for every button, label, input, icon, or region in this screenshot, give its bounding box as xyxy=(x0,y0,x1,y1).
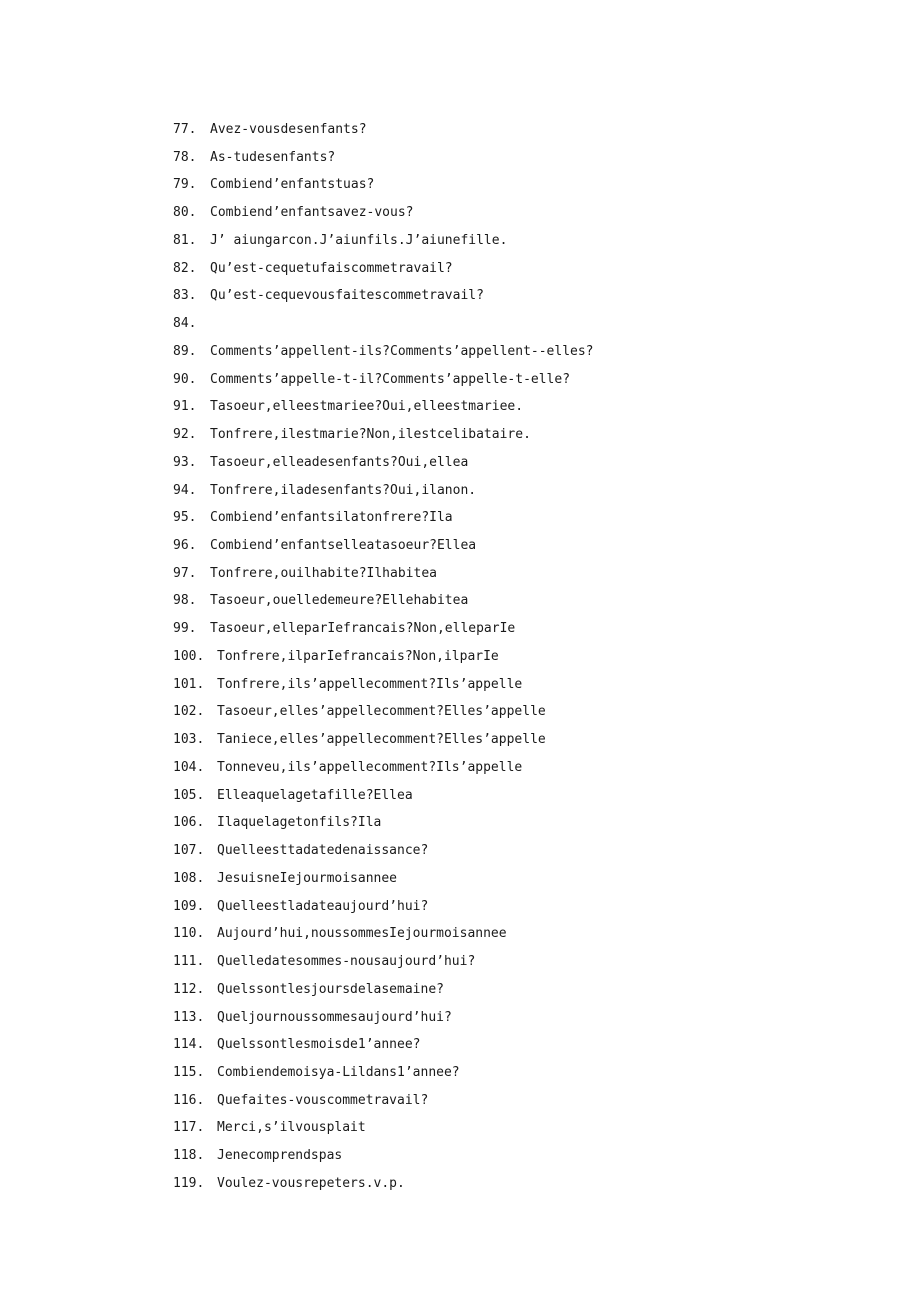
line-text: J’ aiungarcon.J’aiunfils.J’aiunefille. xyxy=(210,232,508,248)
list-item xyxy=(173,893,873,921)
line-number: 81. xyxy=(173,232,197,248)
line-number: 83. xyxy=(173,288,197,304)
line-text: Avez-vousdesenfants? xyxy=(210,122,367,137)
line-number: 99. xyxy=(173,621,197,637)
line-number: 115. xyxy=(173,1064,205,1080)
line-text: Ilaquelagetonfils?Ila xyxy=(217,815,382,831)
line-text: Combiend’enfantselleatasoeur?Ellea xyxy=(210,538,477,554)
line-number: 119. xyxy=(173,1175,205,1191)
list-item xyxy=(173,1142,873,1170)
list-item xyxy=(173,255,873,283)
line-text: Quelledatesommes-nousaujourd’hui? xyxy=(217,954,476,970)
list-item xyxy=(173,477,873,505)
line-number: 116. xyxy=(173,1092,205,1108)
list-item xyxy=(173,421,873,449)
line-text: Aujourd’hui,noussommesIejourmoisannee xyxy=(217,926,507,942)
list-item xyxy=(173,199,873,227)
line-text: Qu’est-cequetufaiscommetravail? xyxy=(210,260,453,276)
line-text: As-tudesenfants? xyxy=(210,149,336,165)
line-text: Tonfrere,iladesenfants?Oui,ilanon. xyxy=(210,482,477,498)
line-text: Tasoeur,ouelledemeure?Ellehabitea xyxy=(210,593,469,609)
list-item xyxy=(173,643,873,671)
line-text: Tasoeur,elleadesenfants?Oui,ellea xyxy=(210,454,469,470)
list-item xyxy=(173,754,873,782)
line-text: Combiend’enfantstuas? xyxy=(210,177,375,193)
line-text: Tasoeur,elleparIefrancais?Non,elleparIe xyxy=(210,621,516,637)
list-item xyxy=(173,782,873,810)
line-number: 90. xyxy=(173,371,197,387)
list-item xyxy=(173,532,873,560)
list-item xyxy=(173,393,873,421)
list-item xyxy=(173,1059,873,1087)
list-item xyxy=(173,144,873,172)
line-text: Quelssontlesjoursdelasemaine? xyxy=(217,981,444,997)
line-text: Quefaites-vouscommetravail? xyxy=(217,1092,429,1108)
list-item xyxy=(173,338,873,366)
list-item xyxy=(173,726,873,754)
list-item xyxy=(173,1087,873,1115)
list-item xyxy=(173,310,873,338)
line-text: Tonfrere,ilestmarie?Non,ilestcelibataire. xyxy=(210,427,531,443)
line-text: Quelleesttadatedenaissance? xyxy=(217,843,429,859)
list-item xyxy=(173,116,873,144)
line-number: 105. xyxy=(173,787,205,803)
list-item xyxy=(173,449,873,477)
line-number: 102. xyxy=(173,704,205,720)
line-text: Elleaquelagetafille?Ellea xyxy=(217,787,413,803)
line-number: 93. xyxy=(173,454,197,470)
list-item xyxy=(173,282,873,310)
list-item xyxy=(173,976,873,1004)
line-text: Comments’appelle-t-il?Comments’appelle-t-elle? xyxy=(210,371,571,387)
line-number: 101. xyxy=(173,676,205,692)
line-number: 114. xyxy=(173,1037,205,1053)
line-number: 89. xyxy=(173,343,197,359)
line-text: Tasoeur,elleestmariee?Oui,elleestmariee. xyxy=(210,399,524,415)
line-number: 107. xyxy=(173,843,205,859)
list-item xyxy=(173,1170,873,1198)
line-text: Quelssontlesmoisde1’annee? xyxy=(217,1037,421,1053)
list-item xyxy=(173,227,873,255)
list-item xyxy=(173,698,873,726)
line-number: 109. xyxy=(173,898,205,914)
line-number: 79. xyxy=(173,177,197,193)
list-item xyxy=(173,366,873,394)
line-text: Voulez-vousrepeters.v.p. xyxy=(217,1175,405,1191)
line-text: Tonneveu,ils’appellecomment?Ils’appelle xyxy=(217,759,523,775)
list-item xyxy=(173,865,873,893)
numbered-phrase-list xyxy=(173,116,873,1198)
line-number: 84. xyxy=(173,316,197,332)
line-text: Combiendemoisya-Lildans1’annee? xyxy=(217,1064,460,1080)
line-number: 97. xyxy=(173,565,197,581)
line-text: Jenecomprendspas xyxy=(217,1148,343,1164)
line-number: 94. xyxy=(173,482,197,498)
line-number: 103. xyxy=(173,732,205,748)
list-item xyxy=(173,948,873,976)
line-text: Tonfrere,ilparIefrancais?Non,ilparIe xyxy=(217,648,499,664)
list-item xyxy=(173,587,873,615)
line-number: 98. xyxy=(173,593,197,609)
line-number: 77. xyxy=(173,122,197,137)
line-text: Quelleestladateaujourd’hui? xyxy=(217,898,429,914)
line-text: Qu’est-cequevousfaitescommetravail? xyxy=(210,288,484,304)
list-item xyxy=(173,615,873,643)
line-text: JesuisneIejourmoisannee xyxy=(217,870,398,886)
line-number: 91. xyxy=(173,399,197,415)
line-number: 111. xyxy=(173,954,205,970)
line-number: 117. xyxy=(173,1120,205,1136)
line-number: 106. xyxy=(173,815,205,831)
line-text: Tasoeur,elles’appellecomment?Elles’appelle xyxy=(217,704,546,720)
line-text: Queljournoussommesaujourd’hui? xyxy=(217,1009,452,1025)
line-text: Combiend’enfantsilatonfrere?Ila xyxy=(210,510,453,526)
line-number: 118. xyxy=(173,1148,205,1164)
line-number: 82. xyxy=(173,260,197,276)
line-number: 78. xyxy=(173,149,197,165)
line-number: 110. xyxy=(173,926,205,942)
line-number: 96. xyxy=(173,538,197,554)
list-item xyxy=(173,560,873,588)
list-item xyxy=(173,1031,873,1059)
list-item xyxy=(173,671,873,699)
line-text: Merci,s’ilvousplait xyxy=(217,1120,366,1136)
list-item xyxy=(173,1114,873,1142)
line-text: Tonfrere,ouilhabite?Ilhabitea xyxy=(210,565,437,581)
line-number: 104. xyxy=(173,759,205,775)
line-number: 80. xyxy=(173,205,197,221)
line-number: 112. xyxy=(173,981,205,997)
line-text: Combiend’enfantsavez-vous? xyxy=(210,205,414,221)
list-item xyxy=(173,920,873,948)
list-item xyxy=(173,171,873,199)
line-number: 100. xyxy=(173,648,205,664)
list-item xyxy=(173,504,873,532)
list-item xyxy=(173,837,873,865)
line-number: 113. xyxy=(173,1009,205,1025)
list-item xyxy=(173,1004,873,1032)
line-number: 108. xyxy=(173,870,205,886)
line-number: 92. xyxy=(173,427,197,443)
line-number: 95. xyxy=(173,510,197,526)
line-text: Comments’appellent-ils?Comments’appellent--elles? xyxy=(210,343,594,359)
list-item xyxy=(173,809,873,837)
line-text: Tonfrere,ils’appellecomment?Ils’appelle xyxy=(217,676,523,692)
line-text: Taniece,elles’appellecomment?Elles’appelle xyxy=(217,732,546,748)
